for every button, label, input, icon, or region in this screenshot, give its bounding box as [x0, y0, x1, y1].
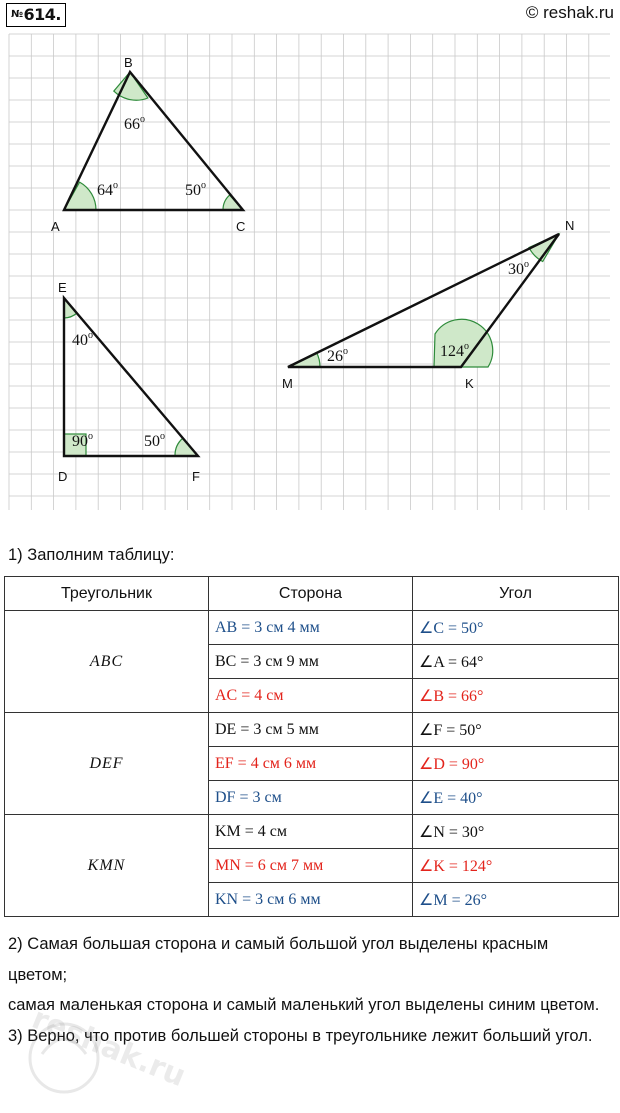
table-row [5, 611, 619, 645]
side-cell: DE = 3 см 5 мм [209, 713, 413, 747]
angle-arc-a [64, 182, 96, 210]
vertex-b: B [124, 55, 133, 70]
vertex-n: N [565, 218, 575, 233]
conclusion-3: 3) Верно, что против большей стороны в треугольнике лежит больший угол. [8, 1026, 593, 1045]
table-row [5, 815, 619, 849]
angle-cell: ∠B = 66° [413, 679, 619, 713]
angle-cell: ∠D = 90° [413, 747, 619, 781]
triangle-name-abc: ABC [5, 611, 209, 713]
triangle-def [58, 280, 200, 484]
table-intro: 1) Заполним таблицу: [8, 546, 175, 564]
angle-b-value: 66$^o$ [124, 114, 145, 133]
table-row [5, 713, 619, 747]
triangle-kmn [282, 218, 574, 391]
angle-cell: ∠C = 50° [413, 611, 619, 645]
angle-cell: ∠A = 64° [413, 645, 619, 679]
triangle-abc [51, 55, 245, 234]
conclusions-text [8, 929, 608, 1051]
vertex-e: E [58, 280, 67, 295]
vertex-f: F [192, 469, 200, 484]
angle-f-value: 50$^o$ [144, 431, 165, 450]
angle-cell: ∠F = 50° [413, 713, 619, 747]
header-angle: Угол [413, 577, 619, 611]
triangle-name-kmn: KMN [5, 815, 209, 917]
side-cell: EF = 4 см 6 мм [209, 747, 413, 781]
side-cell: MN = 6 см 7 мм [209, 849, 413, 883]
angle-c-value: 50$^o$ [185, 180, 206, 199]
side-cell: AB = 3 см 4 мм [209, 611, 413, 645]
angle-d-value: 90$^o$ [72, 431, 93, 450]
header-side: Сторона [209, 577, 413, 611]
problem-number: 614. [23, 5, 62, 24]
vertex-k: K [465, 376, 474, 391]
side-cell: DF = 3 см [209, 781, 413, 815]
conclusion-2: 2) Самая большая сторона и самый большой угол выделены красным цветом; [8, 935, 549, 984]
triangles-figure [0, 0, 620, 540]
side-cell: KM = 4 см [209, 815, 413, 849]
angle-e-value: 40$^o$ [72, 330, 93, 349]
angle-cell: ∠K = 124° [413, 849, 619, 883]
vertex-c: C [236, 219, 246, 234]
side-cell: KN = 3 см 6 мм [209, 883, 413, 917]
angle-cell: ∠M = 26° [413, 883, 619, 917]
vertex-a: A [51, 219, 60, 234]
table-header-row [5, 577, 619, 611]
conclusion-2-continued: самая маленькая сторона и самый маленький угол выделены синим цветом. [8, 996, 600, 1014]
site-credit: © reshak.ru [525, 3, 614, 22]
angle-k-value: 124$^o$ [440, 341, 469, 360]
angle-cell: ∠E = 40° [413, 781, 619, 815]
header-triangle: Треугольник [5, 577, 209, 611]
angle-m-value: 26$^o$ [327, 346, 348, 365]
watermark-text: reshak.ru [27, 1000, 191, 1095]
side-cell: AC = 4 см [209, 679, 413, 713]
triangle-abc-sides [64, 72, 243, 210]
vertex-d: D [58, 469, 68, 484]
angle-a-value: 64$^o$ [97, 180, 118, 199]
triangle-name-def: DEF [5, 713, 209, 815]
number-sign: № [11, 9, 23, 20]
side-cell: BC = 3 см 9 мм [209, 645, 413, 679]
angle-n-value: 30$^o$ [508, 259, 529, 278]
angle-cell: ∠N = 30° [413, 815, 619, 849]
sides-angles-table [4, 576, 619, 917]
vertex-m: M [282, 376, 293, 391]
